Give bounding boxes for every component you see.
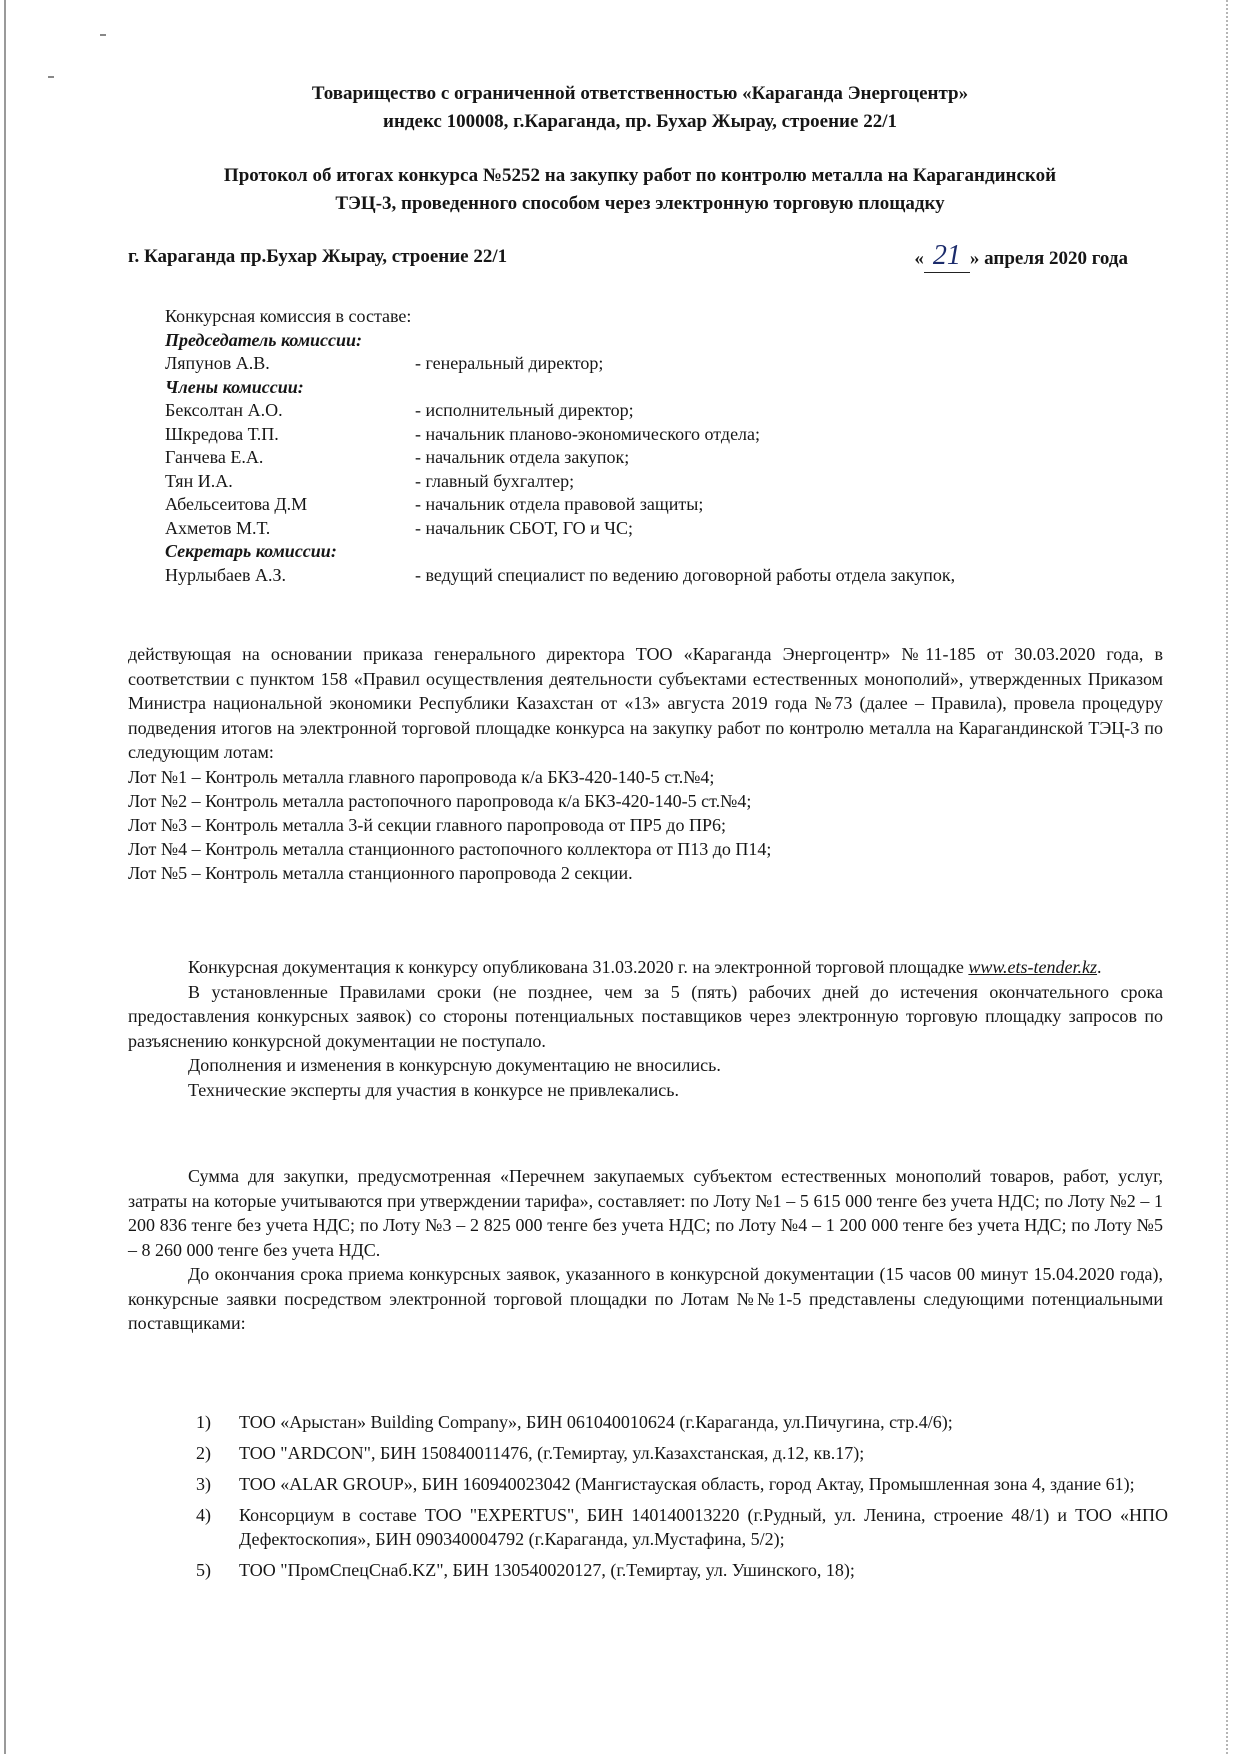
supplier-text: ТОО "ARDCON", БИН 150840011476, (г.Темиртау, ул.Казахстанская, д.12, кв.17); [239,1443,865,1463]
commission-block [165,305,1125,587]
published-paragraph [128,955,1163,980]
supplier-number: 4) [196,1505,211,1525]
commission-member-row [165,446,1125,470]
protocol-date [914,240,1128,273]
member-name: Нурлыбаев А.З. [165,564,286,585]
amendments-paragraph: Дополнения и изменения в конкурсную документацию не вносились. [188,1055,721,1075]
supplier-number: 1) [196,1412,211,1432]
commission-member-row [165,517,1125,541]
ets-tender-link[interactable]: www.ets-tender.kz [968,957,1098,977]
scan-speck [48,76,54,78]
commission-member-row [165,423,1125,447]
supplier-number: 5) [196,1560,211,1580]
protocol-title-line2: ТЭЦ-3, проведенного способом через электронную торговую площадку [335,193,945,214]
supplier-item [196,1410,1168,1434]
scan-edge-left [4,0,6,1754]
chair-title: Председатель комиссии: [165,329,363,350]
member-role: - исполнительный директор; [415,400,634,420]
supplier-item [196,1441,1168,1465]
member-role: - главный бухгалтер; [415,470,575,491]
supplier-text: ТОО «ALAR GROUP», БИН 160940023042 (Мангистауская область, город Актау, Промышленная зона 4, здание 61); [239,1474,1135,1494]
member-role: - начальник отдела правовой защиты; [415,494,704,514]
company-header [150,80,1130,136]
supplier-item [196,1503,1168,1551]
lot-item: Лот №3 – Контроль металла 3-й секции главного паропровода от ПР5 до ПР6; [128,814,726,835]
member-name: Абельсеитова Д.М [165,494,308,514]
lot-item: Лот №5 – Контроль металла станционного паропровода 2 секции. [128,862,633,883]
secretary-title: Секретарь комиссии: [165,541,337,561]
lot-item: Лот №2 – Контроль металла растопочного паропровода к/а БКЗ-420-140-5 ст.№4; [128,790,752,811]
secretary-title-row [165,540,1125,564]
member-name: Бексолтан А.О. [165,400,283,420]
commission-member-row [165,493,1125,517]
commission-member-row [165,352,1125,376]
deadline-paragraph: До окончания срока приема конкурсных заявок, указанного в конкурсной документации (15 часов 00 минут 15.04.2020 года), конкурсные заявки посредством электронной торговой площадки по Лотам №№1-5 представлены следующими потенциальными поставщиками: [128,1264,1163,1333]
published-text: Конкурсная документация к конкурсу опубликована 31.03.2020 г. на электронной торговой площадке [188,957,969,977]
commission-intro [165,305,1125,329]
place: г. Караганда пр.Бухар Жырау, строение 22/1 [128,246,508,267]
members-title: Члены комиссии: [165,376,304,397]
supplier-text: Консорциум в составе ТОО "EXPERTUS", БИН 140140013220 (г.Рудный, ул. Ленина, строение 48/1) и ТОО «НПО Дефектоскопия», БИН 090340004792 (г.Караганда, ул.Мустафина, 5/2); [239,1505,1168,1549]
basis-and-lots [128,642,1163,885]
supplier-number: 2) [196,1443,211,1463]
member-role: - начальник СБОТ, ГО и ЧС; [415,517,634,538]
scan-speck [100,34,106,36]
lots-list [128,765,1163,885]
clarifications-paragraph: В установленные Правилами сроки (не позднее, чем за 5 (пять) рабочих дней до истечения окончательного срока предоставления конкурсных заявок) со стороны потенциальных поставщиков через электронную торговую площадку запросов по разъяснению конкурсной документации не поступало. [128,981,1163,1051]
lot-item: Лот №4 – Контроль металла станционного растопочного коллектора от П13 до П14; [128,838,772,859]
supplier-text: ТОО «Арыстан» Building Company», БИН 061040010624 (г.Караганда, ул.Пичугина, стр.4/6); [239,1412,953,1432]
commission-member-row [165,470,1125,494]
commission-intro-text: Конкурсная комиссия в составе: [165,306,412,326]
amounts-block [128,1164,1163,1336]
company-name: Товарищество с ограниченной ответственностью «Караганда Энергоцентр» [311,83,969,104]
supplier-text: ТОО "ПромСпецСнаб.KZ", БИН 130540020127, (г.Темиртау, ул. Ушинского, 18); [239,1560,855,1580]
commission-member-row [165,399,1125,423]
supplier-item [196,1558,1168,1582]
amounts-paragraph: Сумма для закупки, предусмотренная «Перечнем закупаемых субъектом естественных монополий товаров, работ, услуг, затраты на которые учитываются при утверждении тарифа», составляет: по Лоту №1 – 5 615 000 тенге без учета НДС; по Лоту №2 – 1 200 836 тенге без учета НДС; по Лоту №3 – 2 825 000 тенге без учета НДС; по Лоту №4 – 1 200 000 тенге без учета НДС; по Лоту №5 – 8 260 000 тенге без учета НДС. [128,1166,1163,1260]
date-open-quote: « [914,248,924,269]
published-suffix: . [1097,957,1102,977]
member-name: Ахметов М.Т. [165,517,271,538]
chair-title-row [165,329,1125,353]
basis-paragraph: действующая на основании приказа генерального директора ТОО «Караганда Энергоцентр» №11-185 от 30.03.2020 года, в соответствии с пунктом 158 «Правил осуществления деятельности субъектами естественных монополий», утвержденных Приказом Министра национальной экономики Республики Казахстан от «13» августа 2019 года №73 (далее – Правила), провела процедуру подведения итогов на электронной торговой площадке конкурса на закупку работ по контролю металла на Карагандинской ТЭЦ-3 по следующим лотам: [128,644,1163,762]
members-title-row [165,376,1125,400]
place-date-line [128,240,1128,271]
member-role: - начальник отдела закупок; [415,447,630,467]
date-rest: апреля 2020 года [984,248,1128,269]
member-name: Ляпунов А.В. [165,353,270,373]
member-role: - генеральный директор; [415,353,604,373]
protocol-title-line1: Протокол об итогах конкурса №5252 на закупку работ по контролю металла на Карагандинской [223,165,1057,186]
suppliers-list [196,1410,1168,1589]
commission-member-row [165,564,1125,588]
member-name: Тян И.А. [165,470,233,491]
member-name: Ганчева Е.А. [165,447,264,467]
member-role: - ведущий специалист по ведению договорной работы отдела закупок, [415,564,956,585]
company-address: индекс 100008, г.Караганда, пр. Бухар Жырау, строение 22/1 [383,111,897,132]
supplier-item [196,1472,1168,1496]
documentation-block [128,955,1163,1102]
lot-item: Лот №1 – Контроль металла главного паропровода к/а БКЗ-420-140-5 ст.№4; [128,766,715,787]
experts-paragraph: Технические эксперты для участия в конкурсе не привлекались. [188,1079,679,1100]
protocol-title [130,162,1150,218]
supplier-number: 3) [196,1474,211,1494]
scan-edge-right [1226,0,1228,1754]
date-day-handwritten: 21 [924,240,970,273]
date-close-quote: » [969,248,980,269]
member-role: - начальник планово-экономического отдела; [415,423,761,444]
member-name: Шкредова Т.П. [165,423,279,444]
